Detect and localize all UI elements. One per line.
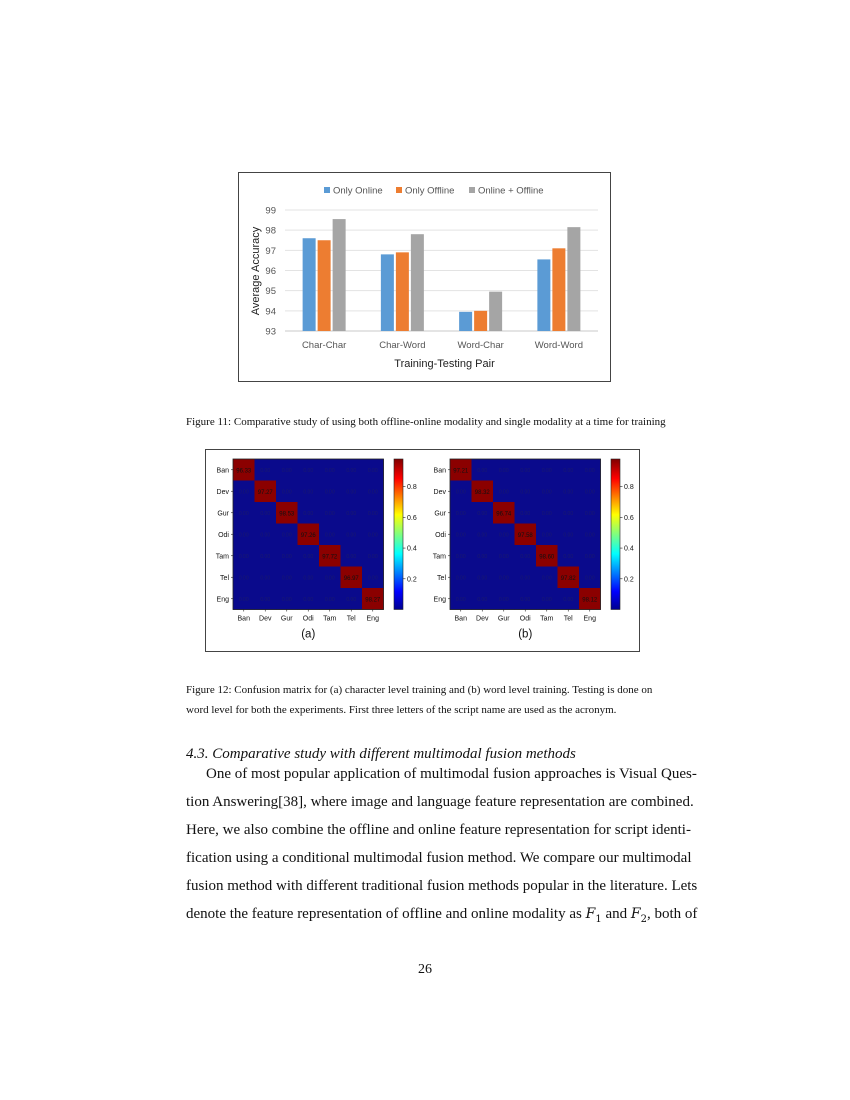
cm-b-row-label-odi: Odi <box>435 531 446 539</box>
cm-a-col-label-odi: Odi <box>302 615 314 623</box>
bar-word-char-1 <box>459 312 472 331</box>
cm-b-cell-label-1-3: 0.00 <box>520 489 531 496</box>
cm-a-cell-label-5-2: 0.00 <box>281 575 292 582</box>
cm-b-cell-label-5-1: 0.00 <box>477 575 488 582</box>
cm-b-cell-label-6-0: 0.00 <box>455 596 466 603</box>
y-tick-96: 96 <box>265 266 276 277</box>
cm-a-cell-label-1-0: 0.00 <box>238 489 249 496</box>
cm-b-cbar-label-0.8: 0.8 <box>624 484 634 492</box>
legend-swatch-2 <box>396 187 402 193</box>
cm-b-cell-label-6-4: 0.00 <box>541 596 552 603</box>
confusion-matrix-b <box>423 450 639 650</box>
cm-b-diag-value-odi: 97.58 <box>517 532 533 539</box>
body-line-1: One of most popular application of multimodal fusion approaches is Visual Ques- <box>206 766 697 782</box>
cm-b-cell-label-0-2: 0.00 <box>498 467 509 474</box>
cm-b-cell-label-2-6: 0.00 <box>584 510 595 517</box>
cm-b-cell-label-0-5: 0.00 <box>563 467 574 474</box>
cm-b-col-label-dev: Dev <box>476 615 489 623</box>
x-tick-word-char: Word-Char <box>457 340 504 351</box>
math-f2 <box>630 906 647 925</box>
cm-a-cell-label-4-3: 0.00 <box>303 553 314 560</box>
cm-b-diag-value-gur: 96.74 <box>496 511 512 518</box>
cm-a-col-label-tam: Tam <box>323 615 337 623</box>
cm-a-cell-label-6-5: 0.00 <box>346 596 357 603</box>
y-tick-98: 98 <box>265 225 276 237</box>
cm-a-diag-value-ban: 96.33 <box>236 468 252 475</box>
cm-b-cell-label-4-0: 0.00 <box>455 553 466 560</box>
cm-a-cell-label-4-0: 0.00 <box>238 553 249 560</box>
cm-b-cell-label-2-4: 0.00 <box>541 510 552 517</box>
cm-b-row-label-tel: Tel <box>437 574 446 582</box>
cm-b-diag-value-dev: 98.32 <box>474 489 490 496</box>
cm-a-cell-label-5-6: 0.00 <box>367 575 378 582</box>
cm-b-cell-label-1-5: 0.00 <box>563 489 574 496</box>
body-line-2: tion Answering[38], where image and language feature representation are combined. <box>186 794 694 810</box>
bar-word-char-3 <box>489 292 502 331</box>
cm-a-cell-label-6-4: 0.00 <box>324 596 335 603</box>
cm-a-cbar-label-0.2: 0.2 <box>407 576 417 584</box>
bar-char-word-2 <box>396 252 409 331</box>
cm-b-cbar-label-0.2: 0.2 <box>624 576 634 584</box>
cm-b-col-label-tel: Tel <box>563 615 573 623</box>
cm-b-cell-label-4-1: 0.00 <box>477 553 488 560</box>
cm-b-cell-label-6-3: 0.00 <box>520 596 531 603</box>
cm-a-cell-label-5-0: 0.00 <box>238 575 249 582</box>
cm-a-cell-label-6-3: 0.00 <box>303 596 314 603</box>
figure-11-caption: Figure 11: Comparative study of using both offline-online modality and single modality at a time for training <box>186 416 666 428</box>
section-body <box>186 760 698 928</box>
cm-b-cell-label-0-6: 0.00 <box>584 467 595 474</box>
x-tick-char-char: Char-Char <box>301 340 347 351</box>
math-f2-sub: 2 <box>640 913 647 925</box>
body-line-6-pre: denote the feature representation of offline and online modality as <box>186 906 586 922</box>
cm-b-cell-label-5-4: 0.00 <box>541 575 552 582</box>
cm-b-col-label-ban: Ban <box>454 615 467 623</box>
cm-a-cell-label-1-4: 0.00 <box>324 489 335 496</box>
cm-a-row-label-dev: Dev <box>216 488 229 496</box>
legend-swatch-3 <box>469 187 475 193</box>
cm-a-cell-label-0-5: 0.00 <box>346 467 357 474</box>
cm-b-cell-label-3-5: 0.00 <box>563 532 574 539</box>
cm-a-cell-label-6-1: 0.00 <box>260 596 271 603</box>
figure-12-caption <box>186 680 664 720</box>
y-axis-title: Average Accuracy <box>250 226 262 316</box>
bar-word-word-1 <box>537 259 550 331</box>
cm-b-cell-label-3-1: 0.00 <box>477 532 488 539</box>
x-axis-title: Training-Testing Pair <box>394 358 495 370</box>
cm-b-cell-label-6-1: 0.00 <box>477 596 488 603</box>
cm-b-panel-label: (b) <box>518 628 533 641</box>
x-tick-word-word: Word-Word <box>534 340 583 351</box>
cm-a-row-label-ban: Ban <box>216 467 229 475</box>
cm-b-cell-label-2-5: 0.00 <box>563 510 574 517</box>
figure-12-caption-line2: word level for both the experiments. First three letters of the script name are used as the acronym. <box>186 704 617 716</box>
cm-b-diag-value-tel: 97.82 <box>560 575 576 582</box>
cm-a-col-label-ban: Ban <box>237 615 250 623</box>
cm-b-col-label-odi: Odi <box>519 615 531 623</box>
cm-b-cbar-label-0.6: 0.6 <box>624 514 634 522</box>
cm-b-cell-label-2-1: 0.00 <box>477 510 488 517</box>
cm-b-row-label-dev: Dev <box>433 488 446 496</box>
cm-b-row-label-gur: Gur <box>434 510 446 518</box>
cm-b-row-label-ban: Ban <box>433 467 446 475</box>
cm-a-col-label-tel: Tel <box>346 615 356 623</box>
cm-a-cell-label-3-2: 0.00 <box>281 532 292 539</box>
cm-b-cell-label-1-4: 0.00 <box>541 489 552 496</box>
cm-a-row-label-eng: Eng <box>216 596 229 604</box>
figure-12-caption-line1: Figure 12: Confusion matrix for (a) character level training and (b) word level training. Testing is done on <box>186 684 653 696</box>
cm-a-cell-label-3-4: 0.00 <box>324 532 335 539</box>
cm-a-cell-label-0-4: 0.00 <box>324 467 335 474</box>
cm-a-cell-label-3-5: 0.00 <box>346 532 357 539</box>
cm-a-cell-label-2-0: 0.00 <box>238 510 249 517</box>
cm-a-diag-value-tam: 97.72 <box>322 554 338 561</box>
legend-label-3: Online + Offline <box>478 185 544 197</box>
cm-b-cell-label-1-0: 0.00 <box>455 489 466 496</box>
cm-a-cell-label-0-3: 0.00 <box>303 467 314 474</box>
cm-a-cell-label-2-5: 0.00 <box>346 510 357 517</box>
cm-b-cell-label-5-3: 0.00 <box>520 575 531 582</box>
cm-a-cell-label-2-6: 0.00 <box>367 510 378 517</box>
y-tick-93: 93 <box>265 326 276 338</box>
cm-a-cbar-label-0.6: 0.6 <box>407 514 417 522</box>
cm-a-diag-value-eng: 98.27 <box>365 597 381 604</box>
cm-b-col-label-gur: Gur <box>497 615 510 623</box>
cm-b-diag-value-ban: 97.21 <box>453 468 469 475</box>
cm-a-cell-label-0-1: 0.00 <box>260 467 271 474</box>
cm-b-cell-label-4-3: 0.00 <box>520 553 531 560</box>
body-line-4: fication using a conditional multimodal fusion method. We compare our multimodal <box>186 850 692 866</box>
figure-11-box <box>238 172 611 382</box>
cm-a-cell-label-0-6: 0.00 <box>367 467 378 474</box>
cm-b-diag-value-tam: 98.60 <box>539 554 555 561</box>
cm-a-cell-label-4-5: 0.00 <box>346 553 357 560</box>
y-tick-94: 94 <box>265 306 276 318</box>
cm-a-cell-label-6-0: 0.00 <box>238 596 249 603</box>
cm-b-cell-label-3-4: 0.00 <box>541 532 552 539</box>
cm-b-cell-label-3-2: 0.00 <box>498 532 509 539</box>
y-tick-99: 99 <box>265 205 276 217</box>
bar-char-char-2 <box>318 240 331 331</box>
legend-swatch-1 <box>324 187 330 193</box>
cm-a-cbar-label-0.4: 0.4 <box>407 545 417 553</box>
cm-b-col-label-eng: Eng <box>583 615 596 623</box>
cm-a-col-label-dev: Dev <box>259 615 272 623</box>
legend-label-1: Only Online <box>333 185 383 197</box>
cm-a-row-label-gur: Gur <box>217 510 229 518</box>
cm-b-cell-label-5-0: 0.00 <box>455 575 466 582</box>
cm-a-cell-label-1-2: 0.00 <box>281 489 292 496</box>
cm-b-cell-label-2-0: 0.00 <box>455 510 466 517</box>
bar-char-word-3 <box>411 234 424 331</box>
confusion-matrix-a <box>206 450 422 650</box>
cm-a-cell-label-2-1: 0.00 <box>260 510 271 517</box>
cm-a-diag-value-odi: 97.26 <box>300 532 316 539</box>
y-tick-95: 95 <box>265 286 276 298</box>
cm-b-cell-label-0-1: 0.00 <box>477 467 488 474</box>
bar-word-char-2 <box>474 311 487 331</box>
math-f1 <box>585 906 602 925</box>
legend-label-2: Only Offline <box>405 185 455 197</box>
body-line-6-post: , both of <box>646 906 698 922</box>
cm-b-cell-label-6-5: 0.00 <box>563 596 574 603</box>
cm-a-cell-label-5-1: 0.00 <box>260 575 271 582</box>
cm-b-diag-value-eng: 98.12 <box>582 597 598 604</box>
cm-a-panel-label: (a) <box>301 628 316 641</box>
cm-b-cell-label-4-2: 0.00 <box>498 553 509 560</box>
cm-b-cbar-label-0.4: 0.4 <box>624 545 634 553</box>
cm-b-cell-label-5-6: 0.00 <box>584 575 595 582</box>
cm-a-cell-label-2-4: 0.00 <box>324 510 335 517</box>
cm-a-cell-label-1-5: 0.00 <box>346 489 357 496</box>
bar-word-word-3 <box>567 227 580 331</box>
bar-char-char-1 <box>303 238 316 331</box>
cm-b-col-label-tam: Tam <box>540 615 554 623</box>
cm-a-colorbar <box>394 459 403 610</box>
cm-a-cell-label-3-6: 0.00 <box>367 532 378 539</box>
cm-a-diag-value-tel: 96.97 <box>343 575 359 582</box>
cm-b-cell-label-4-6: 0.00 <box>584 553 595 560</box>
cm-b-cell-label-4-5: 0.00 <box>563 553 574 560</box>
cm-a-cell-label-6-2: 0.00 <box>281 596 292 603</box>
cm-b-cell-label-6-2: 0.00 <box>498 596 509 603</box>
cm-a-col-label-eng: Eng <box>366 615 379 623</box>
cm-a-cell-label-3-1: 0.00 <box>260 532 271 539</box>
body-line-6 <box>186 900 698 928</box>
cm-a-cell-label-0-2: 0.00 <box>281 467 292 474</box>
cm-a-cbar-label-0.8: 0.8 <box>407 484 417 492</box>
bar-chart <box>239 173 610 381</box>
cm-a-cell-label-3-0: 0.00 <box>238 532 249 539</box>
cm-a-cell-label-2-3: 0.00 <box>303 510 314 517</box>
cm-a-diag-value-dev: 97.27 <box>257 489 273 496</box>
cm-a-row-label-odi: Odi <box>218 531 229 539</box>
cm-a-cell-label-5-4: 0.00 <box>324 575 335 582</box>
cm-b-row-label-eng: Eng <box>433 596 446 604</box>
cm-a-cell-label-1-6: 0.00 <box>367 489 378 496</box>
bar-char-word-1 <box>381 254 394 331</box>
cm-b-cell-label-2-3: 0.00 <box>520 510 531 517</box>
page-number: 26 <box>418 962 432 977</box>
math-f2-letter: F <box>630 906 641 922</box>
cm-a-cell-label-4-1: 0.00 <box>260 553 271 560</box>
body-line-5: fusion method with different traditional fusion methods popular in the literature. Lets <box>186 878 698 894</box>
cm-b-row-label-tam: Tam <box>432 553 446 561</box>
cm-b-cell-label-0-4: 0.00 <box>541 467 552 474</box>
bar-word-word-2 <box>552 248 565 331</box>
bar-char-char-3 <box>333 219 346 331</box>
cm-a-col-label-gur: Gur <box>280 615 293 623</box>
body-line-6-mid: and <box>601 906 631 922</box>
cm-b-cell-label-5-2: 0.00 <box>498 575 509 582</box>
y-tick-97: 97 <box>265 245 276 257</box>
section-title: 4.3. Comparative study with different multimodal fusion methods <box>186 746 576 762</box>
cm-a-cell-label-4-6: 0.00 <box>367 553 378 560</box>
cm-a-diag-value-gur: 98.53 <box>279 511 295 518</box>
cm-a-cell-label-5-3: 0.00 <box>303 575 314 582</box>
body-line-3: Here, we also combine the offline and online feature representation for script identi- <box>186 822 691 838</box>
cm-a-row-label-tam: Tam <box>215 553 229 561</box>
cm-a-row-label-tel: Tel <box>220 574 229 582</box>
math-f1-sub: 1 <box>595 913 602 925</box>
figure-12-box <box>205 449 640 652</box>
x-tick-char-word: Char-Word <box>379 340 426 351</box>
cm-a-cell-label-4-2: 0.00 <box>281 553 292 560</box>
cm-b-colorbar <box>611 459 620 610</box>
cm-a-cell-label-1-3: 0.00 <box>303 489 314 496</box>
cm-b-cell-label-1-6: 0.00 <box>584 489 595 496</box>
cm-b-cell-label-3-0: 0.00 <box>455 532 466 539</box>
cm-b-cell-label-3-6: 0.00 <box>584 532 595 539</box>
cm-b-cell-label-0-3: 0.00 <box>520 467 531 474</box>
math-f1-letter: F <box>585 906 596 922</box>
cm-b-cell-label-1-2: 0.00 <box>498 489 509 496</box>
